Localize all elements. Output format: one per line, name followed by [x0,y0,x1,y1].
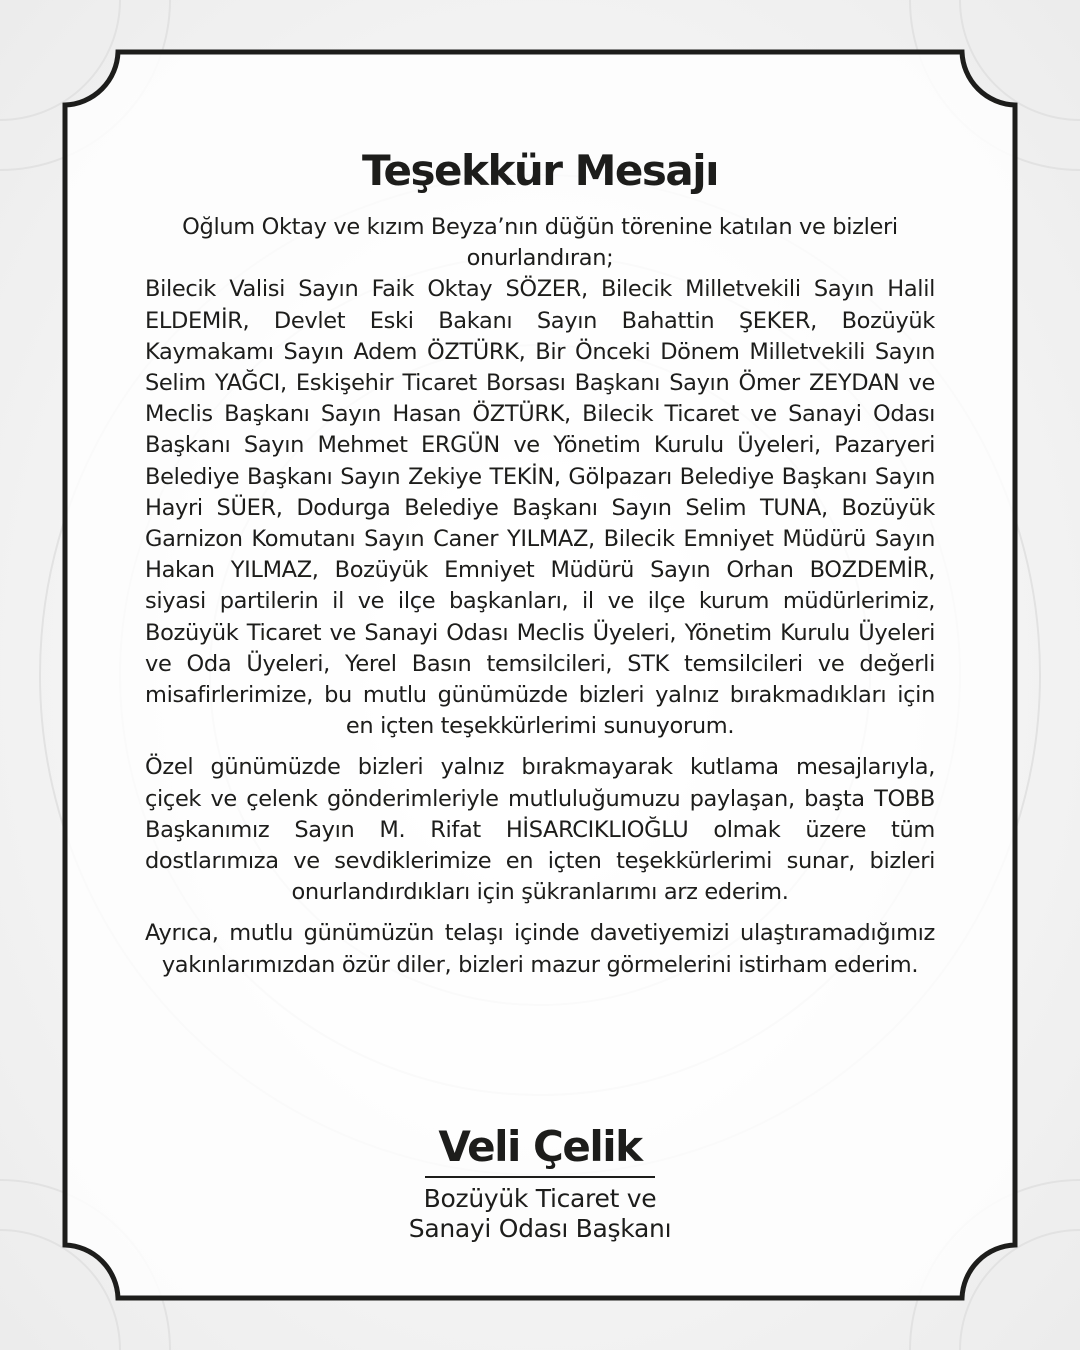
intro-paragraph: Oğlum Oktay ve kızım Beyza’nın düğün törenine katılan ve bizleri onurlandıran; [182,214,898,272]
signature-name: Veli Çelik [438,1122,642,1171]
signature-role-line2: Sanayi Odası Başkanı [408,1214,672,1243]
letter-body [145,140,935,981]
signature-underline [425,1176,655,1178]
signature-role-line1: Bozüyük Ticaret ve [423,1184,657,1213]
thanks-paragraph: Özel günümüzde bizleri yalnız bırakmayarak kutlama mesajlarıyla, çiçek ve çelenk gönderimleriyle mutluluğumuzu paylaşan, başta TOBB Başkanımız Sayın M. Rifat HİSARCIKLIOĞLU olmak üzere tüm dostlarımıza ve sevdiklerimize en içten teşekkürlerimi sunar, bizleri onurlandırdıkları için şükranlarımı arz ederim. [145,754,935,906]
apology-paragraph: Ayrıca, mutlu günümüzün telaşı içinde davetiyemizi ulaştıramadığımız yakınlarımızdan özür diler, bizleri mazur görmelerini istirham ederim. [145,920,935,978]
paragraph-gap [145,908,935,918]
guests-paragraph: Bilecik Valisi Sayın Faik Oktay SÖZER, Bilecik Milletvekili Sayın Halil ELDEMİR, Devlet Eski Bakanı Sayın Bahattin ŞEKER, Bozüyük Kaymakamı Sayın Adem ÖZTÜRK, Bir Önceki Dönem Milletvekili Sayın Selim YAĞCI, Eskişehir Ticaret Borsası Başkanı Sayın Ömer ZEYDAN ve Meclis Başkanı Sayın Hasan ÖZTÜRK, Bilecik Ticaret ve Sanayi Odası Başkanı Sayın Mehmet ERGÜN ve Yönetim Kurulu Üyeleri, Pazaryeri Belediye Başkanı Sayın Zekiye TEKİN, Gölpazarı Belediye Başkanı Sayın Hayri SÜER, Dodurga Belediye Başkanı Sayın Selim TUNA, Bozüyük Garnizon Komutanı Sayın Caner YILMAZ, Bilecik Emniyet Müdürü Sayın Hakan YILMAZ, Bozüyük Emniyet Müdürü Sayın Orhan BOZDEMİR, siyasi partilerin il ve ilçe başkanları, il ve ilçe kurum müdürlerimiz, Bozüyük Ticaret ve Sanayi Odası Meclis Üyeleri, Yönetim Kurulu Üyeleri ve Oda Üyeleri, Yerel Basın temsilcileri, STK temsilcileri ve değerli misafirlerimize, bu mutlu günümüzde bizleri yalnız bırakmadıkları için en içten teşekkürlerimi sunuyorum. [145,276,935,740]
letter-title: Teşekkür Mesajı [361,146,719,195]
paragraph-gap [145,742,935,752]
signature-block [340,1120,740,1244]
